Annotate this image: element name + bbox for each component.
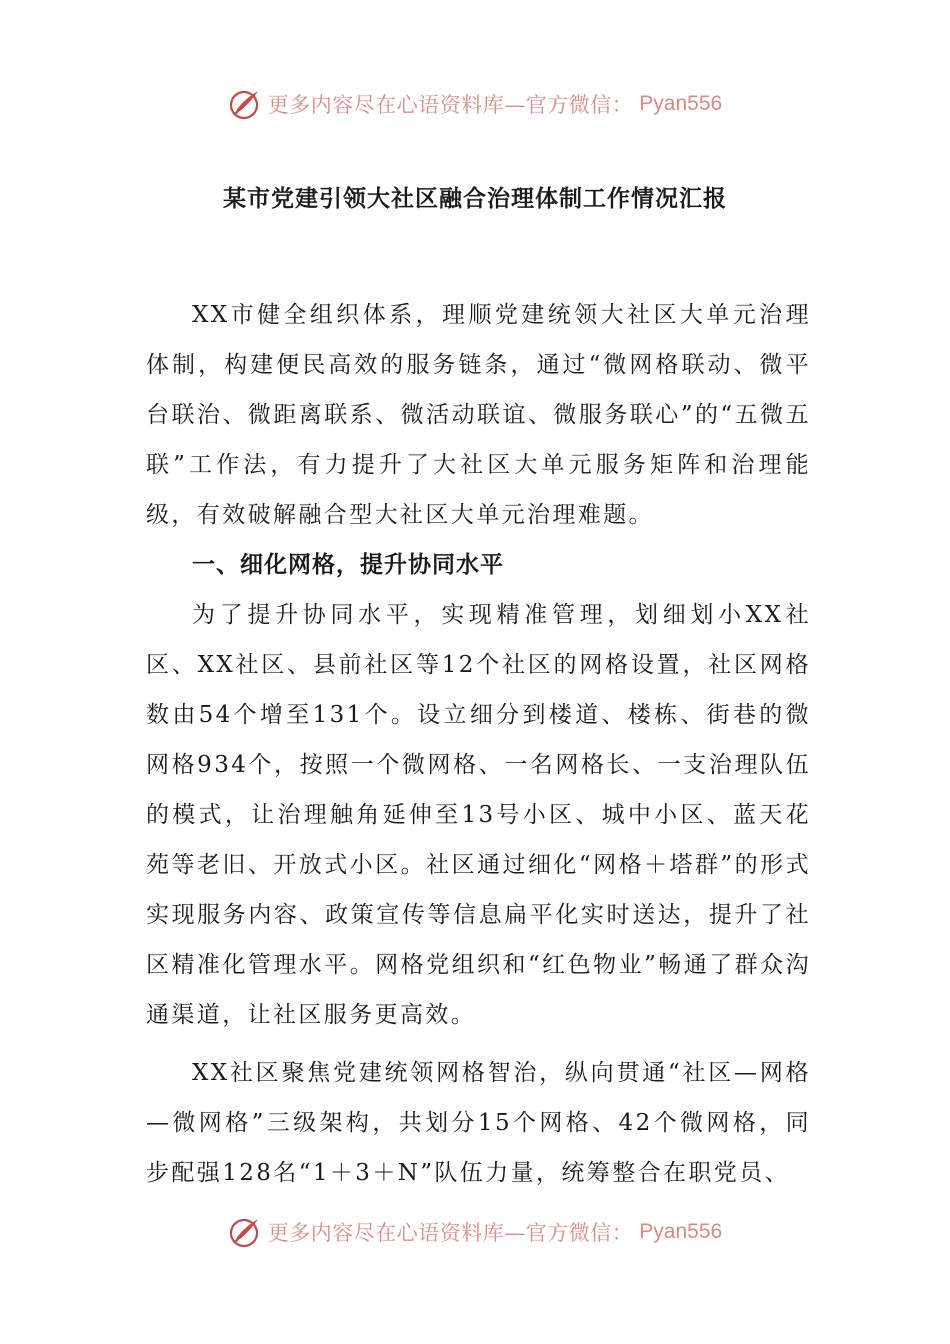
- document-body: [146, 290, 811, 1198]
- section-heading-1: 一、细化网格，提升协同水平: [192, 551, 504, 578]
- section1-paragraph-2: XX社区聚焦党建统领网格智治，纵向贯通“社区—网格—微网格”三级架构，共划分15个网格、42个微网格，同步配强128名“1＋3＋N”队伍力量，统筹整合在职党员、: [146, 1060, 811, 1186]
- document-title: 某市党建引领大社区融合治理体制工作情况汇报: [223, 185, 727, 212]
- watermark-text: 更多内容尽在心语资料库—官方微信：: [267, 93, 634, 117]
- quill-pen-logo-icon: [228, 1215, 262, 1249]
- section1-paragraph-1: 为了提升协同水平，实现精准管理，划细划小XX社区、XX社区、县前社区等12个社区的网格设置，社区网格数由54个增至131个。设立细分到楼道、楼栋、街巷的微网格934个，按照一个微网格、一名网格长、一支治理队伍的模式，让治理触角延伸至13号小区、城中小区、蓝天花苑等老旧、开放式小区。社区通过细化“网格＋塔群”的形式实现服务内容、政策宣传等信息扁平化实时送达，提升了社区精准化管理水平。网格党组织和“红色物业”畅通了群众沟通渠道，让社区服务更高效。: [146, 602, 811, 1028]
- quill-pen-logo-icon: [228, 87, 262, 121]
- watermark-wechat-id: Pyan556: [639, 1220, 723, 1243]
- watermark-text: 更多内容尽在心语资料库—官方微信：: [267, 1221, 634, 1245]
- watermark-footer: [0, 1212, 950, 1252]
- intro-paragraph: XX市健全组织体系，理顺党建统领大社区大单元治理体制，构建便民高效的服务链条，通过“微网格联动、微平台联治、微距离联系、微活动联谊、微服务联心”的“五微五联”工作法，有力提升了大社区大单元服务矩阵和治理能级，有效破解融合型大社区大单元治理难题。: [146, 302, 811, 528]
- watermark-wechat-id: Pyan556: [639, 92, 723, 115]
- watermark-header: [0, 84, 950, 124]
